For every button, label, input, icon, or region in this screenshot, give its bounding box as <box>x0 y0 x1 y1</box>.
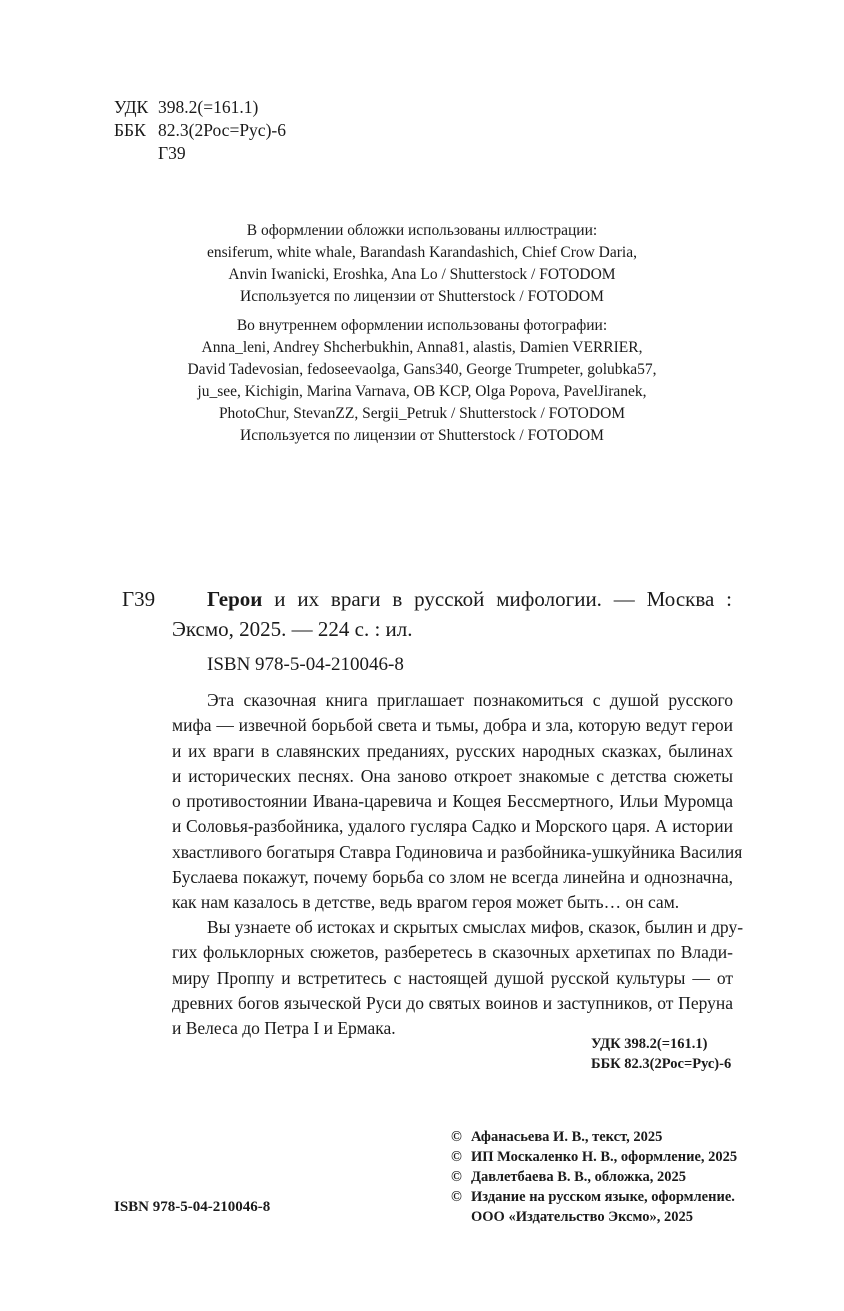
annotation-line: хвастливого богатыря Ставра Годиновича и разбойника-ушкуйника Василия <box>172 841 743 862</box>
copyright-item: © Афанасьева И. В., текст, 2025 <box>451 1129 663 1145</box>
annotation-line: и исторических песнях. Она заново откроет знакомые с детства сюжеты <box>172 765 733 786</box>
interior-credits-line: PhotoChur, StevanZZ, Sergii_Petruk / Shutterstock / FOTODOM <box>218 405 626 422</box>
author-sign-top: Г39 <box>158 143 186 163</box>
copyright-block <box>451 1127 737 1227</box>
copyright-item: © Давлетбаева В. В., обложка, 2025 <box>451 1169 686 1185</box>
annotation-line: мифа — извечной борьбой света и тьмы, добра и зла, которую ведут герои <box>172 715 733 736</box>
annotation-line: о противостоянии Ивана-царевича и Кощея Бессмертного, Ильи Муромца <box>172 791 733 812</box>
interior-credits-line: Во внутреннем оформлении использованы фотографии: <box>236 317 608 334</box>
bbk-label: ББК <box>114 120 146 140</box>
title-rest: и их враги в русской мифологии. — Москва : <box>262 587 732 611</box>
interior-credits <box>100 315 744 447</box>
annotation-line: Вы узнаете об истоках и скрытых смыслах мифов, сказок, былин и дру- <box>207 917 744 937</box>
annotation-line: как нам казалось в детстве, ведь врагом героя может быть… он сам. <box>172 892 680 913</box>
copyright-symbol: © <box>451 1189 462 1205</box>
udk-value: 398.2(=161.1) <box>158 97 259 117</box>
annotation-line: и их враги в славянских преданиях, русских народных сказках, былинах <box>172 740 733 761</box>
small-udk: УДК 398.2(=161.1) <box>591 1036 708 1052</box>
isbn-bottom: ISBN 978-5-04-210046-8 <box>114 1199 271 1215</box>
bbk-value: 82.3(2Рос=Рус)-6 <box>158 120 286 140</box>
cover-credits-line: В оформлении обложки использованы иллюстрации: <box>246 222 598 239</box>
copyright-item: © ИП Москаленко Н. В., оформление, 2025 <box>451 1149 738 1165</box>
small-bbk: ББК 82.3(2Рос=Рус)-6 <box>591 1056 732 1072</box>
classification-block <box>114 96 286 165</box>
interior-credits-line: David Tadevosian, fedoseevaolga, Gans340, George Trumpeter, golubka57, <box>187 361 657 378</box>
annotation-line: и Велеса до Петра I и Ермака. <box>172 1018 396 1039</box>
annotation-paragraph-1 <box>172 688 743 916</box>
interior-credits-line: Используется по лицензии от Shutterstock / FOTODOM <box>240 427 604 444</box>
udk-label: УДК <box>114 97 149 117</box>
annotation-line: миру Проппу и встретитесь с настоящей душой русской культуры — от <box>172 967 733 988</box>
isbn-main: ISBN 978-5-04-210046-8 <box>207 654 404 675</box>
copyright-publisher: ООО «Издательство Эксмо», 2025 <box>471 1209 693 1225</box>
cover-credits <box>100 220 744 308</box>
book-title-bold: Герои <box>207 587 263 611</box>
annotation-line: гих фольклорных сюжетов, разберетесь в сказочных архетипах по Влади- <box>172 942 733 963</box>
annotation-line: и Соловья-разбойника, удалого гусляра Садко и Морского царя. А истории <box>172 816 733 837</box>
cover-credits-line: Anvin Iwanicki, Eroshka, Ana Lo / Shutterstock / FOTODOM <box>228 266 616 283</box>
annotation-line: Эта сказочная книга приглашает познакомиться с душой русского <box>207 690 733 710</box>
copyright-symbol: © <box>451 1149 462 1165</box>
author-sign: Г39 <box>122 587 156 611</box>
copyright-symbol: © <box>451 1169 462 1185</box>
annotation-line: древних богов языческой Руси до святых воинов и заступников, от Перуна <box>172 992 733 1013</box>
annotation-line: Буслаева покажут, почему борьба со злом не всегда линейна и однозначна, <box>172 867 733 888</box>
bibliographic-title-line <box>172 584 732 614</box>
cover-credits-line: Используется по лицензии от Shutterstock / FOTODOM <box>240 288 604 305</box>
bbk-row <box>114 119 286 142</box>
cover-credits-line: ensiferum, white whale, Barandash Karandashich, Chief Crow Daria, <box>207 244 637 261</box>
copyright-item: © Издание на русском языке, оформление. <box>451 1189 735 1205</box>
small-classification-codes <box>591 1034 731 1074</box>
copyright-symbol: © <box>451 1129 462 1145</box>
interior-credits-line: Anna_leni, Andrey Shcherbukhin, Anna81, alastis, Damien VERRIER, <box>201 339 643 356</box>
udk-row <box>114 96 286 119</box>
bibliographic-publisher-line: Эксмо, 2025. — 224 с. : ил. <box>172 617 413 641</box>
annotation-paragraph-2 <box>172 915 744 1041</box>
interior-credits-line: ju_see, Kichigin, Marina Varnava, OB KCP, Olga Popova, PavelJiranek, <box>197 383 647 400</box>
